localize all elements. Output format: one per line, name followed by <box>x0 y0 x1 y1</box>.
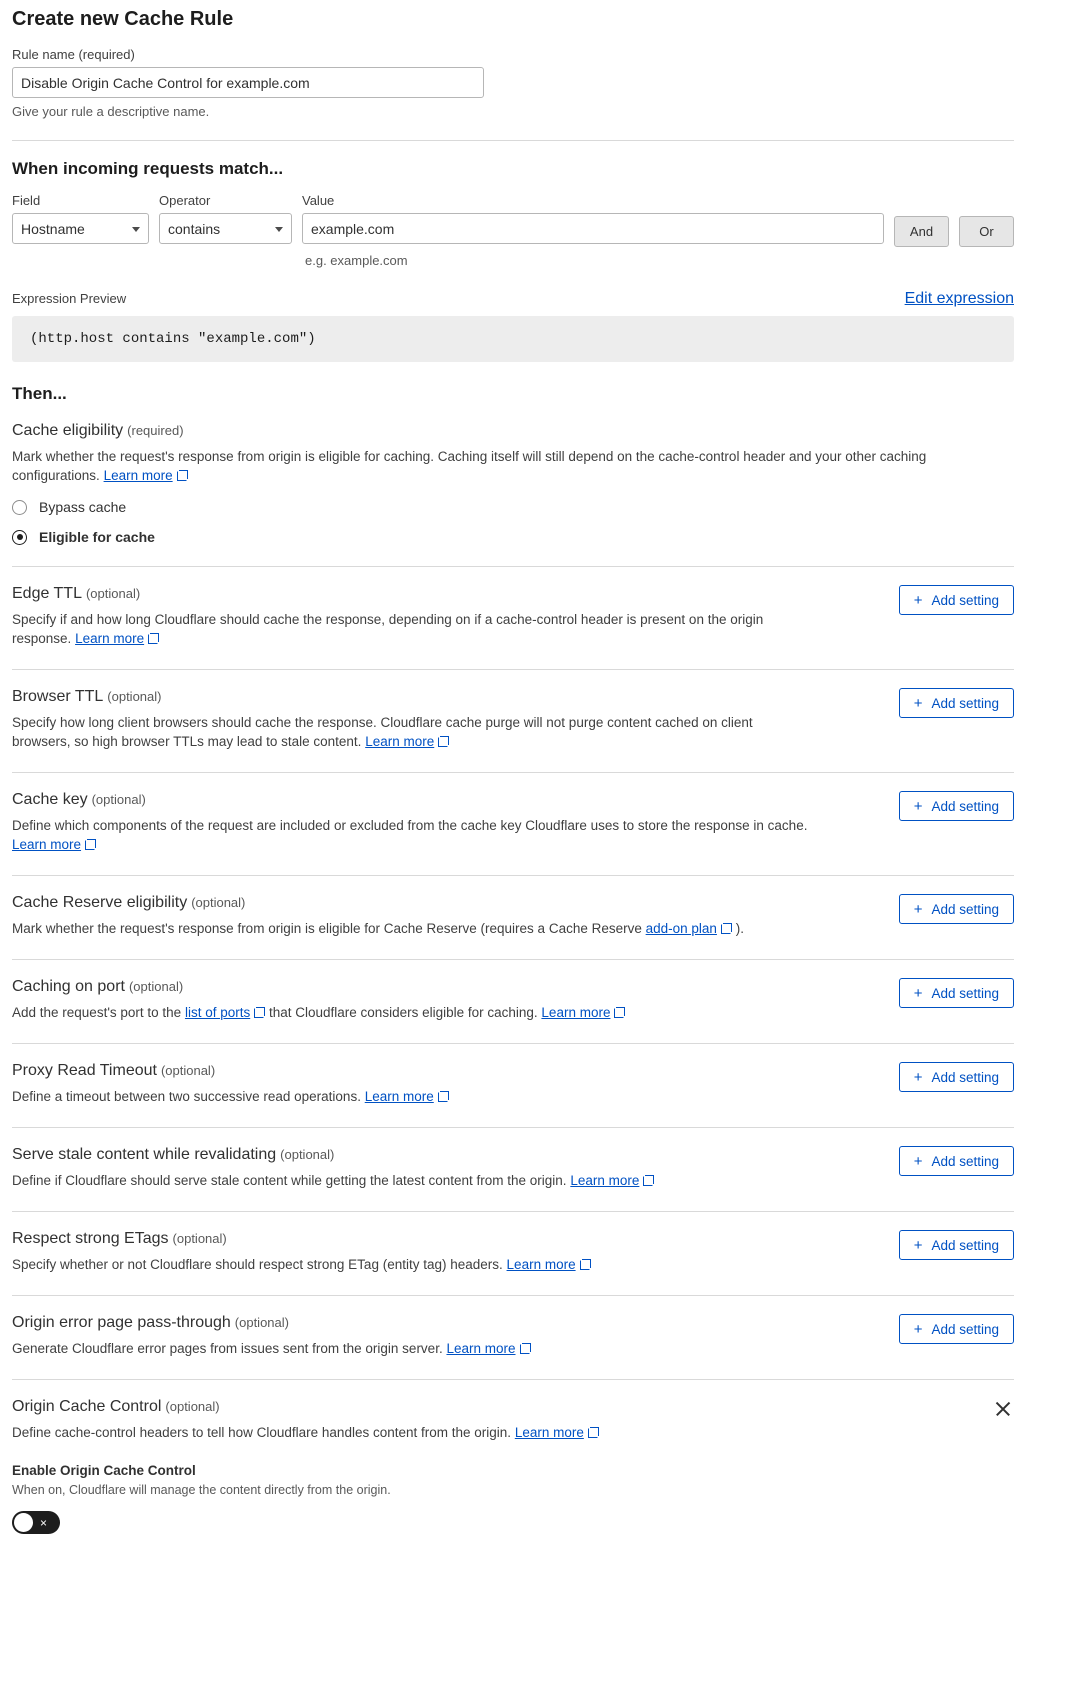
add-setting-edge-ttl-button[interactable] <box>899 585 1014 615</box>
setting-origin-error-page-pass-through <box>12 1296 1014 1358</box>
add-setting-label: Add setting <box>931 901 999 917</box>
setting-origin-cache-control-title-text: Origin Cache Control <box>12 1398 162 1415</box>
plus-icon: + <box>913 900 923 918</box>
setting-origin-cache-control-description-text: Define cache-control headers to tell how Cloudflare handles content from the origin. <box>12 1425 512 1440</box>
value-input[interactable] <box>302 213 884 244</box>
add-setting-respect-strong-etags-button[interactable] <box>899 1230 1014 1260</box>
setting-caching-on-port-description <box>12 1003 625 1022</box>
add-setting-label: Add setting <box>931 1321 999 1337</box>
plus-icon: + <box>913 1320 923 1338</box>
setting-respect-strong-etags-title-text: Respect strong ETags <box>12 1230 169 1247</box>
setting-cache-reserve-description-text: Mark whether the request's response from origin is eligible for Cache Reserve (requires a Cache Reserve <box>12 921 642 936</box>
rule-name-label: Rule name (required) <box>12 47 135 62</box>
add-setting-label: Add setting <box>931 592 999 608</box>
rule-name-input[interactable] <box>12 67 484 98</box>
plus-icon: + <box>913 591 923 609</box>
add-setting-label: Add setting <box>931 1153 999 1169</box>
add-setting-origin-error-page-button[interactable] <box>899 1314 1014 1344</box>
radio-eligible-for-cache[interactable] <box>12 529 1014 545</box>
setting-serve-stale-content-description <box>12 1171 654 1190</box>
plus-icon: + <box>913 797 923 815</box>
setting-browser-ttl-learn-more-link[interactable]: Learn more <box>365 734 435 749</box>
plus-icon: + <box>913 694 923 712</box>
setting-edge-ttl-description-text: Specify if and how long Cloudflare should cache the response, depending on if a cache-control header is present on the origin response. <box>12 612 764 646</box>
expression-label: Expression Preview <box>12 291 127 306</box>
setting-proxy-read-timeout-title-text: Proxy Read Timeout <box>12 1062 157 1079</box>
radio-eligible-for-cache-label: Eligible for cache <box>39 529 155 545</box>
add-setting-label: Add setting <box>931 798 999 814</box>
external-link-icon <box>148 633 159 644</box>
radio-bypass-cache[interactable] <box>12 499 1014 515</box>
and-button[interactable]: And <box>894 216 949 247</box>
setting-origin-error-page-learn-more-link[interactable]: Learn more <box>446 1341 516 1356</box>
toggle-off-icon: × <box>40 1515 48 1530</box>
setting-respect-strong-etags-learn-more-link[interactable]: Learn more <box>506 1257 576 1272</box>
expression-preview: (http.host contains "example.com") <box>12 316 1014 362</box>
external-link-icon <box>721 923 732 934</box>
setting-origin-error-page-description <box>12 1339 531 1358</box>
external-link-icon <box>177 470 188 481</box>
add-setting-serve-stale-content-button[interactable] <box>899 1146 1014 1176</box>
setting-proxy-read-timeout-description <box>12 1087 449 1106</box>
chevron-down-icon <box>275 227 283 232</box>
add-setting-label: Add setting <box>931 985 999 1001</box>
setting-proxy-read-timeout-description-text: Define a timeout between two successive read operations. <box>12 1089 361 1104</box>
chevron-down-icon <box>132 227 140 232</box>
setting-edge-ttl-title <box>12 585 812 603</box>
match-row <box>12 193 1014 247</box>
setting-serve-stale-content-optional: (optional) <box>280 1147 335 1162</box>
setting-serve-stale-content-title <box>12 1146 654 1164</box>
add-setting-label: Add setting <box>931 695 999 711</box>
setting-caching-on-port-title-text: Caching on port <box>12 978 125 995</box>
external-link-icon <box>580 1259 591 1270</box>
setting-origin-cache-control-title <box>12 1398 599 1416</box>
setting-caching-on-port-description-text: Add the request's port to the <box>12 1005 182 1020</box>
plus-icon: + <box>913 1152 923 1170</box>
add-setting-browser-ttl-button[interactable] <box>899 688 1014 718</box>
value-hint: e.g. example.com <box>305 253 408 268</box>
setting-cache-key-title-text: Cache key <box>12 791 88 808</box>
rule-name-hint: Give your rule a descriptive name. <box>12 104 210 119</box>
cache-eligibility-learn-more-link[interactable]: Learn more <box>103 468 173 483</box>
setting-caching-on-port-title <box>12 978 625 996</box>
operator-label: Operator <box>159 193 211 208</box>
enable-origin-cache-control-description: When on, Cloudflare will manage the content directly from the origin. <box>12 1483 391 1497</box>
operator-select[interactable] <box>159 213 292 244</box>
setting-browser-ttl-title <box>12 688 812 706</box>
setting-origin-cache-control <box>12 1380 1014 1534</box>
page-title: Create new Cache Rule <box>12 8 234 30</box>
setting-caching-on-port-learn-more-link[interactable]: Learn more <box>541 1005 611 1020</box>
setting-origin-cache-control-optional: (optional) <box>165 1399 220 1414</box>
field-column <box>12 193 149 244</box>
radio-bypass-cache-control[interactable] <box>12 500 27 515</box>
setting-browser-ttl-optional: (optional) <box>107 689 162 704</box>
setting-proxy-read-timeout-title <box>12 1062 449 1080</box>
add-setting-label: Add setting <box>931 1069 999 1085</box>
expression-header <box>12 290 1014 308</box>
operator-select-value: contains <box>168 220 221 237</box>
value-label: Value <box>302 193 335 208</box>
setting-origin-error-page-title-text: Origin error page pass-through <box>12 1314 231 1331</box>
setting-serve-stale-content-learn-more-link[interactable]: Learn more <box>570 1173 640 1188</box>
match-section-title: When incoming requests match... <box>12 159 284 178</box>
cache-eligibility-title <box>12 422 1014 440</box>
setting-serve-stale-content <box>12 1128 1014 1190</box>
radio-bypass-cache-label: Bypass cache <box>39 499 127 515</box>
setting-serve-stale-content-title-text: Serve stale content while revalidating <box>12 1146 277 1163</box>
add-setting-cache-reserve-button[interactable] <box>899 894 1014 924</box>
setting-edge-ttl-description <box>12 610 812 648</box>
divider <box>12 140 1014 141</box>
setting-origin-cache-control-description <box>12 1423 599 1442</box>
rule-name-section <box>12 47 1014 119</box>
setting-cache-reserve <box>12 876 1014 938</box>
edit-expression-link[interactable]: Edit expression <box>904 290 1014 307</box>
cache-eligibility-title-text: Cache eligibility <box>12 422 124 439</box>
setting-cache-reserve-title <box>12 894 744 912</box>
external-link-icon <box>588 1427 599 1438</box>
setting-origin-error-page-title <box>12 1314 531 1332</box>
setting-respect-strong-etags-title <box>12 1230 591 1248</box>
external-link-icon <box>614 1007 625 1018</box>
setting-origin-cache-control-learn-more-link[interactable]: Learn more <box>514 1425 584 1440</box>
setting-edge-ttl-optional: (optional) <box>85 586 141 601</box>
setting-edge-ttl <box>12 567 1014 648</box>
external-link-icon <box>85 839 96 850</box>
setting-proxy-read-timeout-optional: (optional) <box>160 1063 216 1078</box>
setting-origin-error-page-optional: (optional) <box>234 1315 289 1330</box>
setting-browser-ttl-description <box>12 713 812 751</box>
setting-cache-key-learn-more-link[interactable]: Learn more <box>12 837 82 852</box>
radio-eligible-for-cache-control[interactable] <box>12 530 27 545</box>
setting-cache-key-description-text: Define which components of the request are included or excluded from the cache key Cloudflare uses to store the response in cache. <box>12 818 808 833</box>
add-setting-caching-on-port-button[interactable] <box>899 978 1014 1008</box>
setting-cache-key-optional: (optional) <box>91 792 146 807</box>
bottom-spacer <box>12 1534 1014 1574</box>
setting-proxy-read-timeout-learn-more-link[interactable]: Learn more <box>364 1089 434 1104</box>
setting-browser-ttl-description-text: Specify how long client browsers should cache the response. Cloudflare cache purge will not purge content cached on client browsers, so high browser TTLs may lead to stale content. <box>12 715 753 749</box>
cache-eligibility-description-text: Mark whether the request's response from origin is eligible for caching. Caching itself will still depend on the cache-control header and your other caching configurations. <box>12 449 927 483</box>
operator-column <box>159 193 292 244</box>
toggle-knob <box>14 1513 33 1532</box>
setting-edge-ttl-title-text: Edge TTL <box>12 585 82 602</box>
setting-cache-reserve-title-text: Cache Reserve eligibility <box>12 894 188 911</box>
enable-origin-cache-control-toggle[interactable] <box>12 1511 60 1534</box>
setting-caching-on-port-description-tail: that Cloudflare considers eligible for caching. <box>269 1005 538 1020</box>
list-of-ports-link[interactable]: list of ports <box>184 1005 251 1020</box>
setting-caching-on-port <box>12 960 1014 1022</box>
cache-reserve-add-on-plan-link[interactable]: add-on plan <box>645 921 717 936</box>
add-setting-proxy-read-timeout-button[interactable] <box>899 1062 1014 1092</box>
remove-origin-cache-control-icon[interactable] <box>992 1398 1014 1420</box>
cache-eligibility-section <box>12 404 1014 545</box>
setting-respect-strong-etags-description-text: Specify whether or not Cloudflare should respect strong ETag (entity tag) headers. <box>12 1257 503 1272</box>
external-link-icon <box>643 1175 654 1186</box>
setting-respect-strong-etags-optional: (optional) <box>172 1231 227 1246</box>
field-select[interactable] <box>12 213 149 244</box>
cache-eligibility-description <box>12 447 942 485</box>
plus-icon: + <box>913 984 923 1002</box>
field-label: Field <box>12 193 41 208</box>
value-column <box>302 193 884 244</box>
setting-cache-key <box>12 773 1014 854</box>
then-title: Then... <box>12 384 67 403</box>
setting-cache-key-title <box>12 791 812 809</box>
logic-buttons <box>894 193 1014 247</box>
enable-origin-cache-control-label: Enable Origin Cache Control <box>12 1463 196 1478</box>
setting-caching-on-port-optional: (optional) <box>128 979 184 994</box>
external-link-icon <box>438 736 449 747</box>
add-setting-cache-key-button[interactable] <box>899 791 1014 821</box>
setting-browser-ttl-title-text: Browser TTL <box>12 688 104 705</box>
setting-respect-strong-etags-description <box>12 1255 591 1274</box>
plus-icon: + <box>913 1236 923 1254</box>
setting-browser-ttl <box>12 670 1014 751</box>
setting-cache-reserve-optional: (optional) <box>191 895 246 910</box>
setting-serve-stale-content-description-text: Define if Cloudflare should serve stale content while getting the latest content from the origin. <box>12 1173 567 1188</box>
plus-icon: + <box>913 1068 923 1086</box>
setting-cache-key-description <box>12 816 812 854</box>
setting-origin-error-page-description-text: Generate Cloudflare error pages from issues sent from the origin server. <box>12 1341 443 1356</box>
or-button[interactable]: Or <box>959 216 1014 247</box>
setting-respect-strong-etags <box>12 1212 1014 1274</box>
add-setting-label: Add setting <box>931 1237 999 1253</box>
setting-edge-ttl-learn-more-link[interactable]: Learn more <box>75 631 145 646</box>
external-link-icon <box>254 1007 265 1018</box>
external-link-icon <box>438 1091 449 1102</box>
setting-cache-reserve-description <box>12 919 744 938</box>
external-link-icon <box>520 1343 531 1354</box>
setting-cache-reserve-description-tail: ). <box>735 921 744 936</box>
cache-eligibility-required-tag: (required) <box>127 423 184 438</box>
field-select-value: Hostname <box>21 220 85 237</box>
setting-proxy-read-timeout <box>12 1044 1014 1106</box>
